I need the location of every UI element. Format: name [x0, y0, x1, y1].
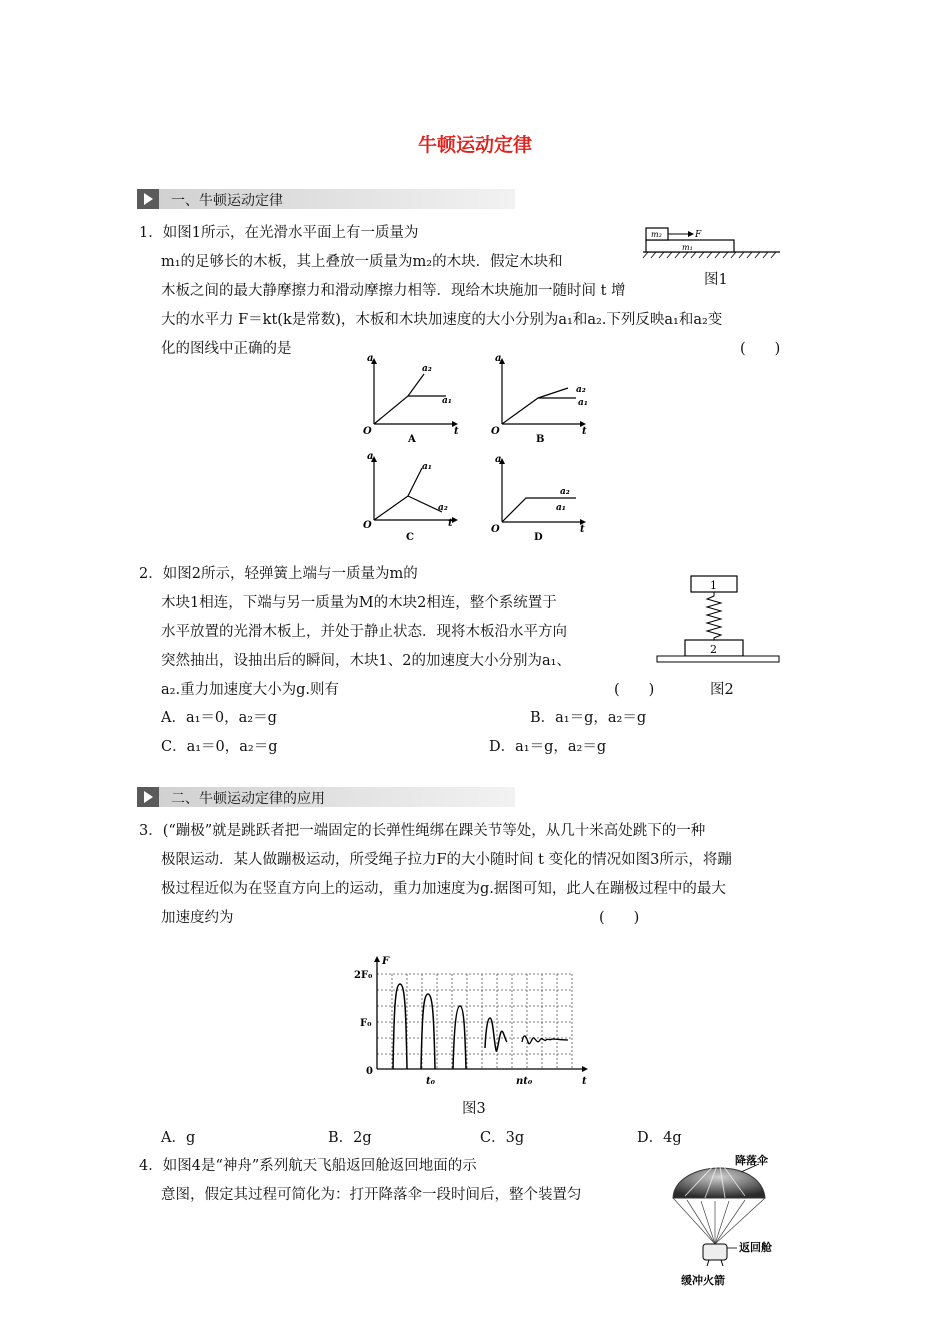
q2-line: 突然抽出，设抽出后的瞬间，木块1、2的加速度大小分别为a₁、	[161, 653, 571, 669]
label-a2: a₂	[438, 503, 448, 513]
q3-line: 极限运动．某人做蹦极运动，所受绳子拉力F的大小随时间 t 变化的情况如图3所示，将蹦	[161, 852, 732, 868]
option-c[interactable]: C．a₁＝0，a₂＝g	[161, 739, 278, 755]
section-title: 二、牛顿运动定律的应用	[171, 791, 325, 807]
label-a1: a₁	[422, 462, 432, 472]
graph-option-d[interactable]	[490, 450, 590, 545]
label-a2: a₂	[422, 364, 432, 374]
label-a2: a₂	[560, 487, 570, 497]
graph-option-a[interactable]	[362, 352, 462, 447]
axis-t: t	[448, 518, 453, 529]
figure-2-caption: 图2	[710, 682, 734, 698]
section-header-1	[137, 189, 515, 209]
q2-line: 2．如图2所示，轻弹簧上端与一质量为m的	[139, 566, 418, 582]
q1-line: 木板之间的最大静摩擦力和滑动摩擦力相等．现给木块施加一随时间 t 增	[161, 283, 626, 299]
option-label: B	[536, 434, 545, 445]
axis-t: t	[580, 524, 585, 535]
label-F: F	[695, 230, 702, 240]
tick-2F0: 2F₀	[354, 970, 373, 981]
axis-t: t	[454, 426, 459, 437]
label-m2: m₂	[651, 230, 662, 239]
axis-F: F	[382, 956, 390, 967]
tick-F0: F₀	[360, 1018, 372, 1029]
origin: O	[491, 524, 500, 535]
option-label: A	[408, 434, 416, 445]
option-b[interactable]: B．2g	[328, 1130, 372, 1146]
label-a2: a₂	[576, 385, 586, 395]
figure-4-parachute	[665, 1148, 805, 1290]
q1-line: 大的水平力 F＝kt(k是常数)，木板和木块加速度的大小分别为a₁和a₂.下列反映a₁和a₂变	[161, 312, 723, 328]
axis-a: a	[367, 451, 374, 462]
label-m1: m₁	[682, 243, 693, 252]
q3-line: 加速度约为	[161, 910, 234, 926]
answer-paren: ( )	[614, 682, 655, 698]
option-c[interactable]: C．3g	[480, 1130, 525, 1146]
option-b[interactable]: B．a₁＝g，a₂＝g	[530, 710, 647, 726]
label-parachute: 降落伞	[735, 1154, 768, 1167]
q4-line: 意图，假定其过程可简化为：打开降落伞一段时间后，整个装置匀	[161, 1187, 582, 1203]
q3-line: 极过程近似为在竖直方向上的运动，重力加速度为g.据图可知，此人在蹦极过程中的最大	[161, 881, 726, 897]
section-header-2	[137, 787, 515, 807]
q1-line: 化的图线中正确的是	[161, 341, 292, 357]
graph-option-b[interactable]	[490, 352, 590, 447]
q2-line: 木块1相连，下端与另一质量为M的木块2相连，整个系统置于	[161, 595, 557, 611]
origin: O	[363, 426, 372, 437]
block-2-label: 2	[710, 643, 717, 656]
label-capsule: 返回舱	[739, 1241, 772, 1254]
figure-3-force-graph	[342, 952, 594, 1087]
q3-line: 3．(“蹦极”就是跳跃者把一端固定的长弹性绳绑在踝关节等处，从几十米高处跳下的一种	[139, 823, 706, 839]
option-a[interactable]: A．g	[161, 1130, 196, 1146]
page-title: 牛顿运动定律	[417, 134, 532, 156]
axis-t: t	[582, 1076, 587, 1087]
q2-line: 水平放置的光滑木板上，并处于静止状态．现将木板沿水平方向	[161, 624, 567, 640]
option-label: C	[406, 532, 414, 543]
option-d[interactable]: D．4g	[637, 1130, 682, 1146]
figure-2-spring	[655, 574, 785, 674]
origin: O	[363, 520, 372, 531]
capsule-shape	[703, 1244, 727, 1260]
play-icon	[137, 189, 159, 209]
axis-a: a	[495, 454, 502, 465]
q1-line: 1．如图1所示，在光滑水平面上有一质量为	[139, 225, 419, 241]
figure-1-blocks	[640, 222, 785, 264]
q2-line: a₂.重力加速度大小为g.则有	[161, 682, 339, 698]
graph-option-c[interactable]	[362, 450, 462, 545]
option-label: D	[534, 532, 543, 543]
axis-a: a	[495, 353, 502, 364]
tick-t0: t₀	[426, 1076, 435, 1087]
label-rocket: 缓冲火箭	[681, 1274, 725, 1287]
label-a1: a₁	[556, 503, 566, 513]
q1-line: m₁的足够长的木板，其上叠放一质量为m₂的木块．假定木块和	[161, 254, 563, 270]
block-1-label: 1	[710, 579, 717, 592]
label-a1: a₁	[442, 396, 452, 406]
q4-line: 4．如图4是“神舟”系列航天飞船返回舱返回地面的示	[139, 1158, 477, 1174]
figure-3-caption: 图3	[462, 1101, 486, 1117]
answer-paren: ( )	[740, 341, 781, 357]
option-d[interactable]: D．a₁＝g，a₂＝g	[489, 739, 607, 755]
axis-t: t	[582, 426, 587, 437]
play-icon	[137, 787, 159, 807]
answer-paren: ( )	[599, 910, 640, 926]
origin: 0	[366, 1066, 373, 1077]
label-a1: a₁	[578, 398, 588, 408]
origin: O	[491, 426, 500, 437]
option-a[interactable]: A．a₁＝0，a₂＝g	[161, 710, 277, 726]
section-title: 一、牛顿运动定律	[171, 193, 283, 209]
tick-nt0: nt₀	[516, 1076, 533, 1087]
axis-a: a	[367, 353, 374, 364]
figure-1-caption: 图1	[704, 272, 728, 288]
